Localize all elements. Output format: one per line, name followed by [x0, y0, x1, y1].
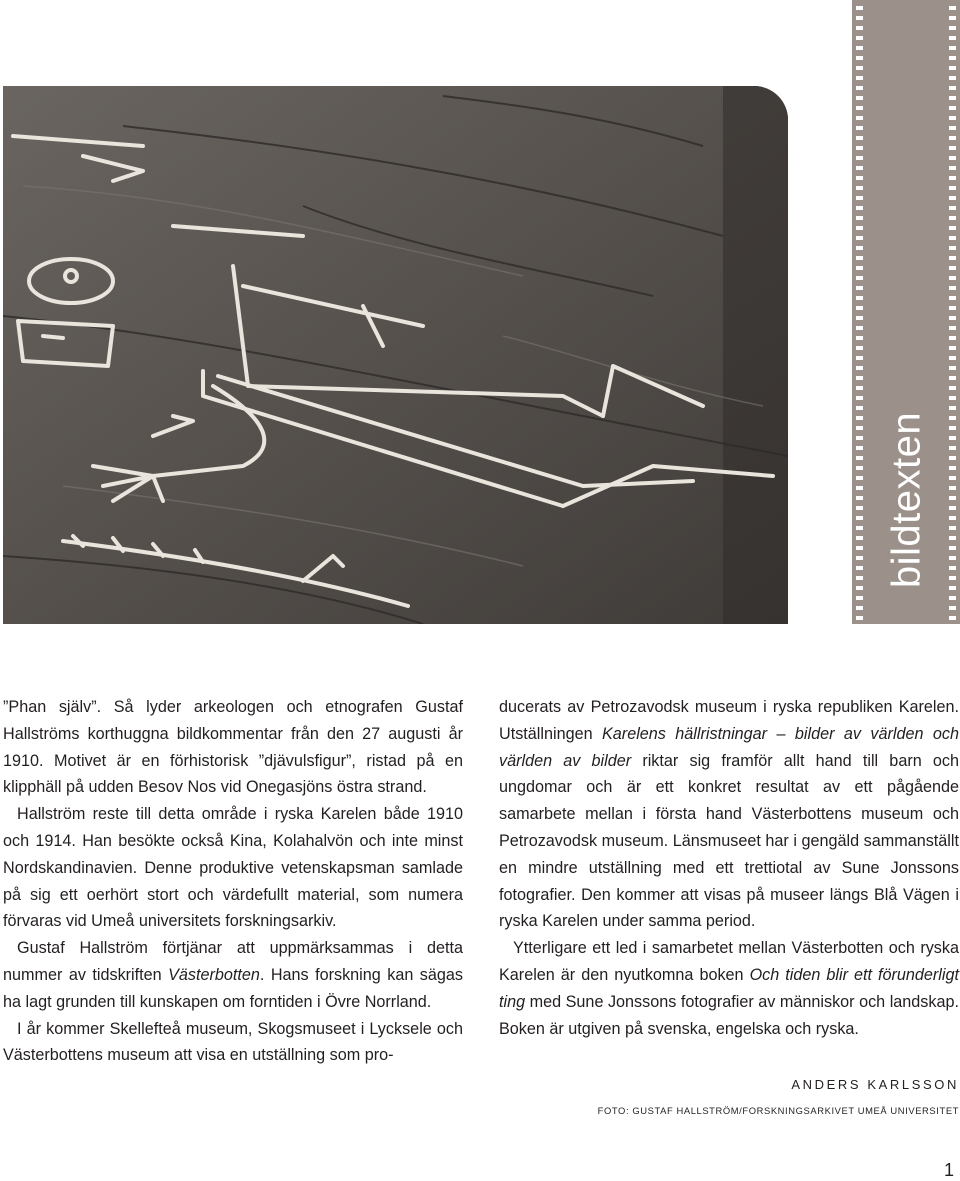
article-left-column	[3, 694, 463, 1069]
section-label: bildtexten	[884, 411, 929, 589]
text-run: med Sune Jonssons fotografier av människor och landskap. Boken är utgiven på svenska, engelska och ryska.	[499, 992, 959, 1038]
text-run: riktar sig framför allt hand till barn och ungdomar och är ett konkret resultat av ett pågående samarbete mellan i första hand Västerbottens museum och Petrozavodsk museum. Länsmuseet har i gengäld sammanställt en mindre utställning med ett trettiotal av Sune Jonssons fotografier. Den kommer att visas på museer längs Blå Vägen i ryska Karelen under samma period.	[499, 751, 959, 931]
author-byline: ANDERS KARLSSON	[791, 1077, 959, 1092]
photo-credit: FOTO: GUSTAF HALLSTRÖM/FORSKNINGSARKIVET UMEÅ UNIVERSITET	[597, 1105, 959, 1116]
paragraph	[499, 694, 959, 935]
section-tab	[852, 0, 960, 624]
text-run: . Hans forskning kan sägas ha lagt grunden till kunskapen om forntiden i Övre Norrland.	[3, 965, 463, 1011]
text-run: Gustaf Hallström förtjänar att uppmärksammas i detta nummer av tidskriften	[3, 939, 463, 984]
text-run: ducerats av Petrozavodsk museum i ryska republiken Karelen. Utställningen	[499, 698, 959, 743]
paragraph: Hallström reste till detta område i ryska Karelen både 1910 och 1914. Han besökte också Kina, Kolahalvön och inte minst Nordskandinavien. Denne produktive vetenskapsman samlade på sig ett oerhört stort och värdefullt material, som numera förvaras vid Umeå universitets forskningsarkiv.	[3, 805, 463, 931]
book-title: Och tiden blir ett förunderligt ting	[499, 965, 959, 1011]
article-right-column	[499, 694, 959, 1042]
text-run: Ytterligare ett led i samarbetet mellan Västerbotten och ryska Karelen är den nyutkomna boken	[499, 939, 959, 984]
paragraph	[499, 935, 959, 1042]
paragraph	[3, 935, 463, 1015]
rock-carving-image	[3, 86, 788, 624]
exhibition-title: Karelens hällristningar – bilder av världen och världen av bilder	[499, 724, 959, 770]
magazine-title: Västerbotten	[168, 965, 260, 984]
paragraph: ”Phan själv”. Så lyder arkeologen och etnografen Gustaf Hallströms korthuggna bildkommentar från den 27 augusti år 1910. Motivet är en förhistorisk ”djävulsfigur”, ristad på en klipphäll på udden Besov Nos vid Onegasjöns östra strand.	[3, 698, 463, 797]
page-number: 1	[943, 1160, 954, 1180]
film-perforation-right	[949, 0, 956, 624]
film-perforation-left	[856, 0, 863, 624]
paragraph: I år kommer Skellefteå museum, Skogsmuseet i Lycksele och Västerbottens museum att visa en utställning som pro-	[3, 1019, 463, 1065]
rock-carving-photo	[3, 86, 788, 624]
